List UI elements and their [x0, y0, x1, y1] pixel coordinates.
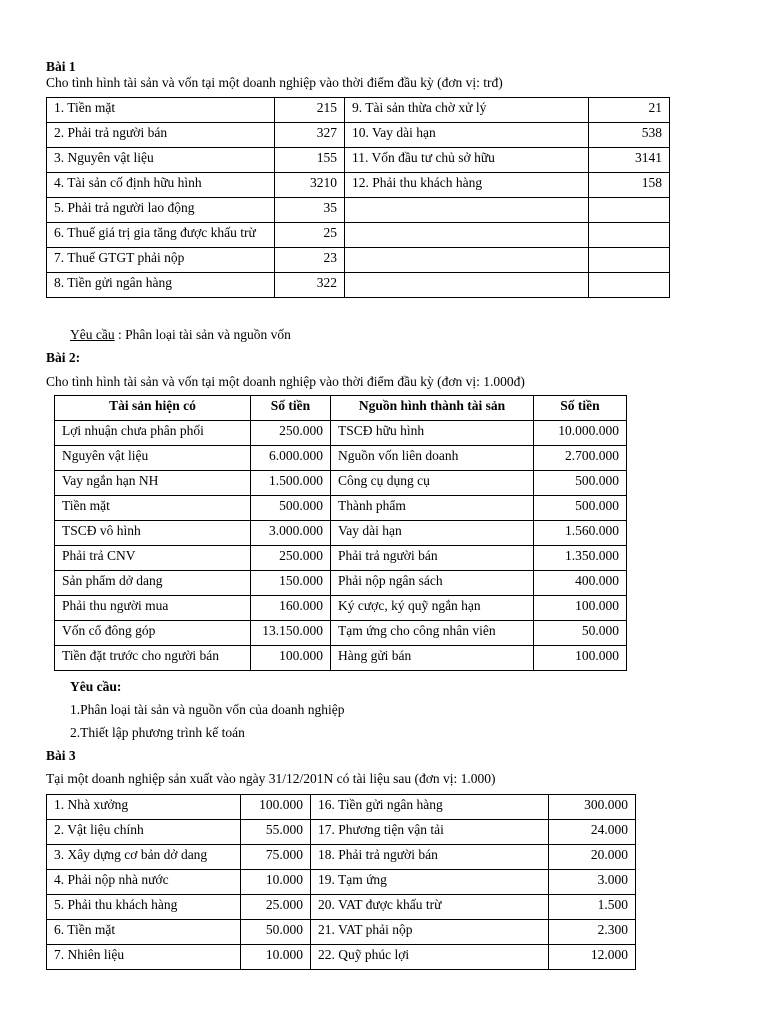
asset-label: 2. Phải trả người bán	[47, 123, 275, 148]
bai1-requirement-label: Yêu cầu	[70, 327, 115, 342]
asset-label: Vốn cổ đông góp	[55, 621, 251, 646]
source-label: TSCĐ hữu hình	[331, 421, 534, 446]
asset-amount: 250.000	[251, 546, 331, 571]
bai2-requirement-item-2: 2.Thiết lập phương trình kế toán	[70, 725, 245, 740]
source-label: 19. Tạm ứng	[311, 870, 549, 895]
asset-amount: 23	[275, 248, 345, 273]
bai2-header-row	[55, 396, 627, 421]
source-amount: 500.000	[534, 471, 627, 496]
asset-amount: 500.000	[251, 496, 331, 521]
asset-label: 8. Tiền gửi ngân hàng	[47, 273, 275, 298]
table-row	[47, 123, 670, 148]
asset-label: Lợi nhuận chưa phân phối	[55, 421, 251, 446]
asset-amount: 100.000	[241, 795, 311, 820]
table-row	[55, 621, 627, 646]
bai3-table	[46, 794, 636, 970]
asset-amount: 160.000	[251, 596, 331, 621]
source-amount: 21	[589, 98, 670, 123]
source-amount: 2.300	[549, 920, 636, 945]
bai1-requirement-text: : Phân loại tài sản và nguồn vốn	[114, 327, 291, 342]
source-label: 12. Phải thu khách hàng	[345, 173, 589, 198]
table-row	[55, 596, 627, 621]
table-row	[47, 273, 670, 298]
source-label	[345, 223, 589, 248]
bai2-requirement-label: Yêu cầu:	[70, 679, 122, 694]
source-label	[345, 198, 589, 223]
asset-label: 6. Tiền mặt	[47, 920, 241, 945]
table-row	[47, 173, 670, 198]
table-row	[47, 845, 636, 870]
asset-label: Sản phẩm dở dang	[55, 571, 251, 596]
asset-amount: 155	[275, 148, 345, 173]
bai3-title: Bài 3	[46, 748, 76, 763]
bai2-requirement-item-1: 1.Phân loại tài sản và nguồn vốn của doanh nghiệp	[70, 702, 345, 717]
source-amount: 1.500	[549, 895, 636, 920]
table-row	[55, 496, 627, 521]
asset-amount: 10.000	[241, 945, 311, 970]
source-amount: 100.000	[534, 596, 627, 621]
header-sources: Nguồn hình thành tài sản	[331, 396, 534, 421]
asset-label: 3. Nguyên vật liệu	[47, 148, 275, 173]
bai1-title: Bài 1	[46, 59, 76, 74]
asset-amount: 50.000	[241, 920, 311, 945]
source-amount	[589, 223, 670, 248]
asset-amount: 327	[275, 123, 345, 148]
source-amount: 100.000	[534, 646, 627, 671]
source-amount: 1.560.000	[534, 521, 627, 546]
table-row	[47, 945, 636, 970]
source-label	[345, 273, 589, 298]
table-row	[47, 198, 670, 223]
source-amount: 2.700.000	[534, 446, 627, 471]
source-amount	[589, 248, 670, 273]
asset-amount: 250.000	[251, 421, 331, 446]
bai1-table	[46, 97, 670, 298]
source-label: Phải trả người bán	[331, 546, 534, 571]
table-row	[55, 446, 627, 471]
source-label: Nguồn vốn liên doanh	[331, 446, 534, 471]
asset-amount: 150.000	[251, 571, 331, 596]
source-label: 16. Tiền gửi ngân hàng	[311, 795, 549, 820]
asset-amount: 6.000.000	[251, 446, 331, 471]
table-row	[47, 148, 670, 173]
source-amount: 158	[589, 173, 670, 198]
asset-amount: 100.000	[251, 646, 331, 671]
asset-label: Nguyên vật liệu	[55, 446, 251, 471]
source-label: 18. Phải trả người bán	[311, 845, 549, 870]
source-label: 17. Phương tiện vận tải	[311, 820, 549, 845]
source-label: Phải nộp ngân sách	[331, 571, 534, 596]
source-amount	[589, 273, 670, 298]
source-label: Công cụ dụng cụ	[331, 471, 534, 496]
header-assets: Tài sản hiện có	[55, 396, 251, 421]
table-row	[55, 571, 627, 596]
asset-label: 1. Nhà xưởng	[47, 795, 241, 820]
asset-label: 7. Thuế GTGT phải nộp	[47, 248, 275, 273]
table-row	[55, 546, 627, 571]
asset-label: 1. Tiền mặt	[47, 98, 275, 123]
asset-amount: 35	[275, 198, 345, 223]
source-amount: 400.000	[534, 571, 627, 596]
source-label: 11. Vốn đầu tư chủ sở hữu	[345, 148, 589, 173]
source-label: Thành phẩm	[331, 496, 534, 521]
asset-amount: 3210	[275, 173, 345, 198]
table-row	[47, 820, 636, 845]
table-row	[47, 870, 636, 895]
source-amount	[589, 198, 670, 223]
asset-amount: 13.150.000	[251, 621, 331, 646]
source-amount: 300.000	[549, 795, 636, 820]
asset-amount: 322	[275, 273, 345, 298]
source-label: Hàng gửi bán	[331, 646, 534, 671]
source-amount: 1.350.000	[534, 546, 627, 571]
asset-label: 3. Xây dựng cơ bản dở dang	[47, 845, 241, 870]
bai1-requirement	[70, 327, 291, 343]
table-row	[55, 421, 627, 446]
source-amount: 20.000	[549, 845, 636, 870]
asset-amount: 215	[275, 98, 345, 123]
source-label: 22. Quỹ phúc lợi	[311, 945, 549, 970]
asset-amount: 1.500.000	[251, 471, 331, 496]
source-amount: 538	[589, 123, 670, 148]
source-label: Ký cược, ký quỹ ngắn hạn	[331, 596, 534, 621]
source-amount: 3141	[589, 148, 670, 173]
asset-label: TSCĐ vô hình	[55, 521, 251, 546]
asset-label: 6. Thuế giá trị gia tăng được khấu trừ	[47, 223, 275, 248]
source-label: Vay dài hạn	[331, 521, 534, 546]
asset-amount: 55.000	[241, 820, 311, 845]
source-amount: 10.000.000	[534, 421, 627, 446]
source-label: 9. Tài sản thừa chờ xử lý	[345, 98, 589, 123]
asset-label: 4. Tài sản cố định hữu hình	[47, 173, 275, 198]
source-label: 20. VAT được khấu trừ	[311, 895, 549, 920]
source-label	[345, 248, 589, 273]
header-amount-2: Số tiền	[534, 396, 627, 421]
source-amount: 24.000	[549, 820, 636, 845]
asset-amount: 3.000.000	[251, 521, 331, 546]
table-row	[47, 895, 636, 920]
table-row	[47, 795, 636, 820]
asset-amount: 75.000	[241, 845, 311, 870]
bai2-title: Bài 2:	[46, 350, 81, 365]
asset-label: Tiền đặt trước cho người bán	[55, 646, 251, 671]
table-row	[47, 223, 670, 248]
asset-amount: 25	[275, 223, 345, 248]
table-row	[47, 248, 670, 273]
bai1-intro: Cho tình hình tài sản và vốn tại một doanh nghiệp vào thời điểm đầu kỳ (đơn vị: trđ)	[46, 75, 503, 90]
table-row	[55, 646, 627, 671]
table-row	[47, 98, 670, 123]
table-row	[47, 920, 636, 945]
source-label: 21. VAT phải nộp	[311, 920, 549, 945]
asset-label: Vay ngắn hạn NH	[55, 471, 251, 496]
source-amount: 500.000	[534, 496, 627, 521]
source-label: 10. Vay dài hạn	[345, 123, 589, 148]
table-row	[55, 521, 627, 546]
asset-label: Tiền mặt	[55, 496, 251, 521]
asset-amount: 10.000	[241, 870, 311, 895]
bai3-intro: Tại một doanh nghiệp sản xuất vào ngày 31/12/201N có tài liệu sau (đơn vị: 1.000)	[46, 771, 496, 786]
asset-label: 2. Vật liệu chính	[47, 820, 241, 845]
asset-label: Phải thu người mua	[55, 596, 251, 621]
asset-label: 7. Nhiên liệu	[47, 945, 241, 970]
asset-label: Phải trả CNV	[55, 546, 251, 571]
bai2-intro: Cho tình hình tài sản và vốn tại một doanh nghiệp vào thời điểm đầu kỳ (đơn vị: 1.000đ)	[46, 374, 525, 389]
bai2-table	[54, 395, 627, 671]
source-amount: 12.000	[549, 945, 636, 970]
source-amount: 3.000	[549, 870, 636, 895]
source-label: Tạm ứng cho công nhân viên	[331, 621, 534, 646]
asset-amount: 25.000	[241, 895, 311, 920]
table-row	[55, 471, 627, 496]
source-amount: 50.000	[534, 621, 627, 646]
asset-label: 4. Phải nộp nhà nước	[47, 870, 241, 895]
header-amount-1: Số tiền	[251, 396, 331, 421]
asset-label: 5. Phải thu khách hàng	[47, 895, 241, 920]
asset-label: 5. Phải trả người lao động	[47, 198, 275, 223]
